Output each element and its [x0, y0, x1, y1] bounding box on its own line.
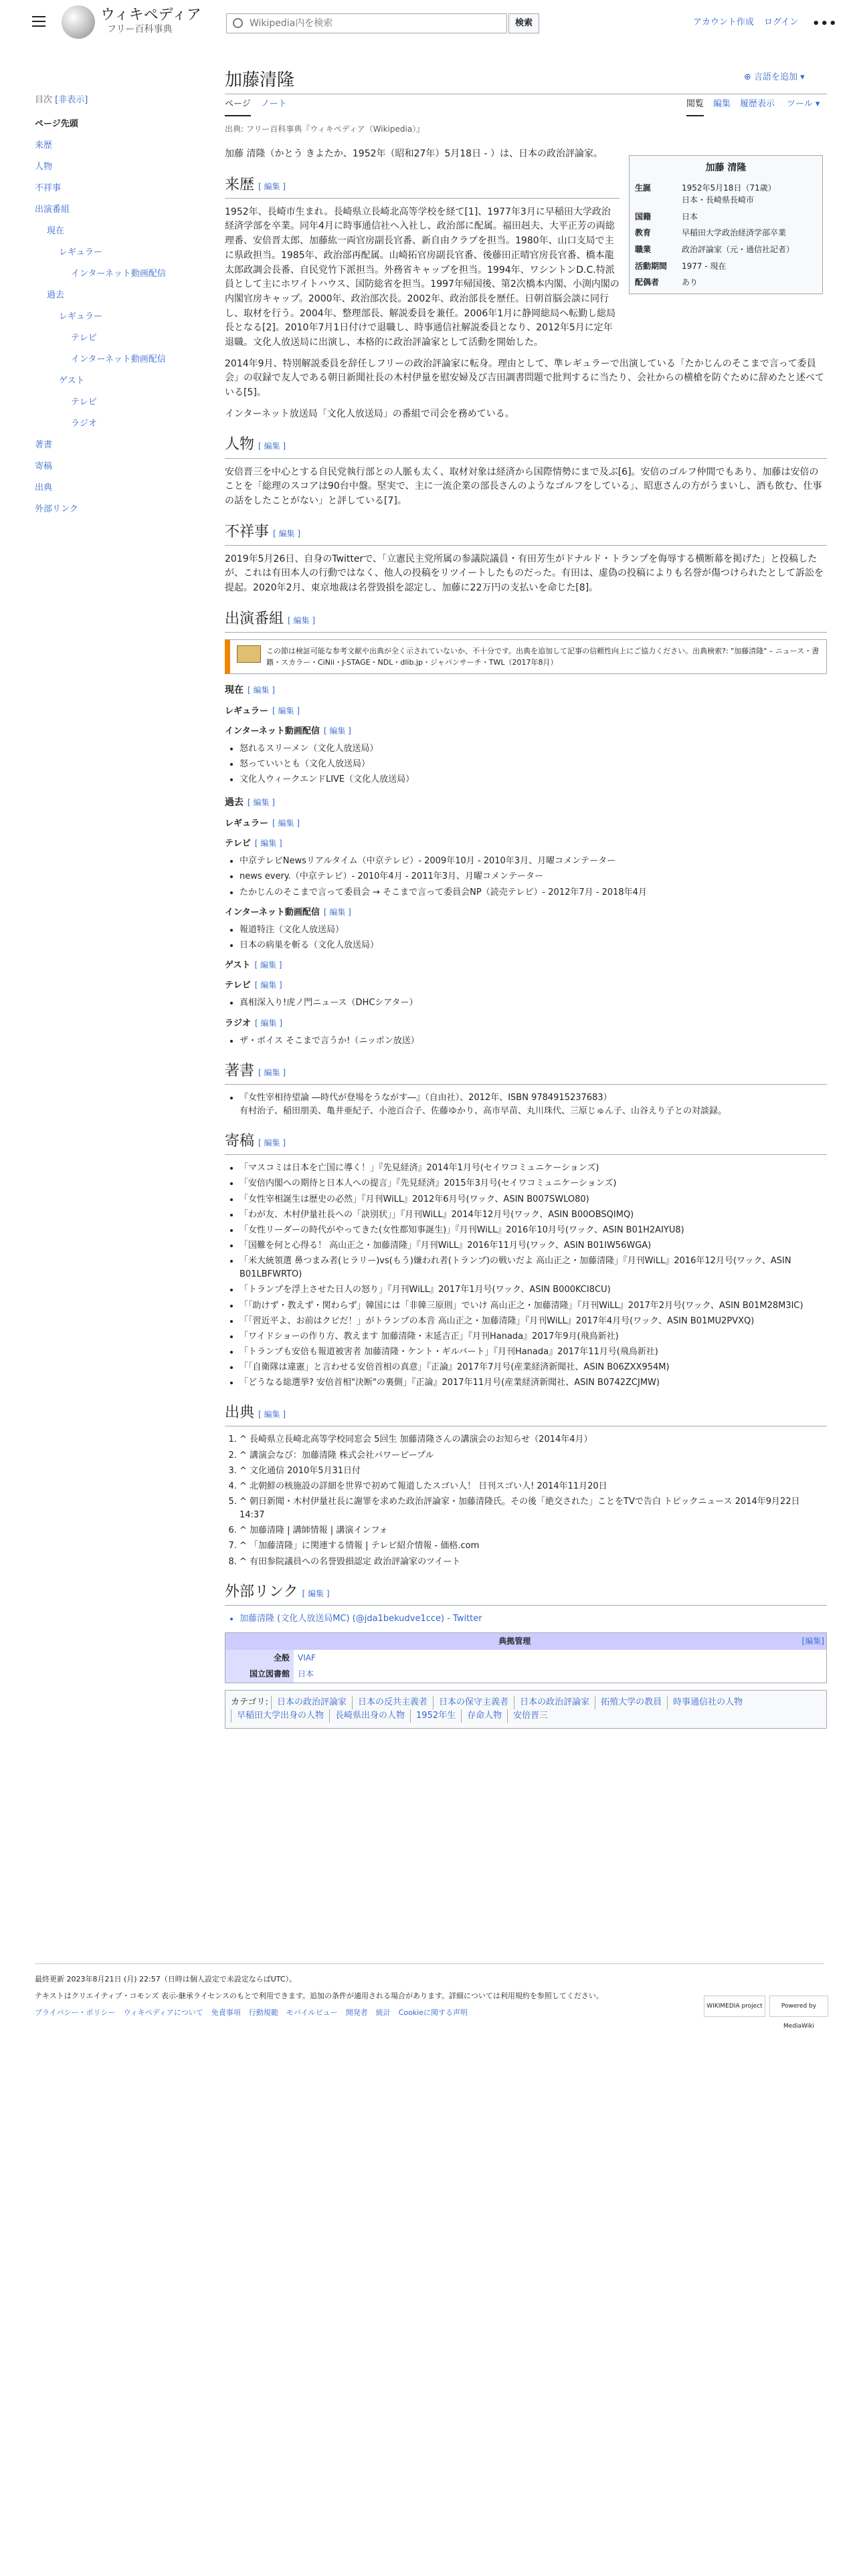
- footer-link[interactable]: 開発者: [345, 2008, 368, 2018]
- authority-heading: 典拠管理 [編集]: [225, 1633, 826, 1650]
- list-item[interactable]: • 加藤清隆 (文化人放送局MC) (@jda1bekudve1cce) - Twitter: [240, 1612, 827, 1626]
- infobox-label: 教育: [635, 228, 652, 238]
- toc-item[interactable]: 出演番組: [35, 205, 70, 215]
- edit-section-link[interactable]: [ 編集 ]: [258, 1138, 286, 1148]
- category-link[interactable]: 日本の政治評論家: [271, 1696, 352, 1709]
- category-link[interactable]: 存命人物: [461, 1709, 507, 1723]
- external-links-list: [225, 1612, 827, 1626]
- license-text: テキストはクリエイティブ・コモンズ 表示-継承ライセンスのもとで利用できます。追加の条件が適用される場合があります。詳細については利用規約を参照してください。: [35, 1992, 603, 2001]
- toc-item[interactable]: ラジオ: [71, 419, 98, 429]
- list-item: • 「どうなる総選挙? 安倍首相"決断"の裏側」『正論』2017年11月号(産業経済新聞社、ASIN B0742ZCJMW): [240, 1376, 827, 1390]
- infobox-label: 職業: [635, 245, 652, 255]
- footer-link[interactable]: 統計: [375, 2008, 391, 2018]
- book-icon: [237, 645, 261, 663]
- site-name[interactable]: ウィキペディア: [100, 7, 201, 23]
- infobox-value: 早稲田大学政治経済学部卒業: [682, 228, 787, 238]
- subheading-current: 現在 [ 編集 ]: [225, 684, 275, 695]
- toc-item[interactable]: 来歴: [35, 140, 53, 151]
- list-item: • 日本の病巣を斬る（文化人放送局）: [240, 939, 827, 952]
- menu-icon[interactable]: [32, 16, 45, 27]
- edit-section-link[interactable]: [ 編集 ]: [254, 980, 282, 990]
- tab-read[interactable]: 閲覧: [686, 98, 704, 116]
- toc-item[interactable]: インターネット動画配信: [71, 269, 166, 280]
- list-item: • 「トランプも安倍も報道被害者 加藤清隆・ケント・ギルバート」『月刊Hanada』2017年11月号(飛鳥新社): [240, 1346, 827, 1359]
- authority-row: [225, 1650, 826, 1667]
- list-item[interactable]: • ザ・ボイス そこまで言うか!（ニッポン放送）: [240, 1035, 827, 1048]
- section-heading-links: 外部リンク [ 編集 ]: [225, 1581, 827, 1606]
- subheading-past-regular: レギュラー [ 編集 ]: [225, 818, 300, 829]
- table-of-contents: [35, 94, 195, 520]
- reference-item[interactable]: 8. ^ 有田参院議員への名誉毀損認定 政治評論家のツイート: [240, 1555, 827, 1569]
- infobox-value: あり: [682, 278, 698, 288]
- section-heading-career: 来歴 [ 編集 ]: [225, 174, 619, 199]
- edit-section-link[interactable]: [ 編集 ]: [272, 818, 300, 828]
- footer-link[interactable]: 行動規範: [248, 2008, 278, 2018]
- career-paragraph: 2014年9月、特別解説委員を辞任しフリーの政治評論家に転身。理由として、準レギュラーで出演している「たかじんのそこまで言って委員会」の収録で友人である朝日新聞社長の木村伊量を慰安婦及び吉田調書問題で批判するに当たり、会社からの横槍を防ぐために辞めたと述べている[5]。: [225, 358, 824, 399]
- guest-tv-list: [225, 996, 827, 1010]
- tab-history[interactable]: 履歴表示: [740, 99, 775, 109]
- subheading-guest: ゲスト [ 編集 ]: [225, 960, 282, 971]
- reference-item[interactable]: 5. ^ 朝日新聞・木村伊量社長に謝罪を求めた政治評論家・加藤清隆氏。その後「絶交された」ことをTVで告白 トピックニュース 2014年9月22日 14:37: [240, 1495, 827, 1522]
- current-inet-list: [225, 742, 827, 786]
- authority-toggle[interactable]: [編集]: [801, 1636, 824, 1646]
- section-heading-scandal: 不祥事 [ 編集 ]: [225, 521, 827, 546]
- infobox-label: 配偶者: [635, 278, 660, 288]
- category-link[interactable]: 日本の反共主義者: [352, 1696, 433, 1709]
- toc-item[interactable]: レギュラー: [59, 247, 103, 258]
- section-heading-contrib: 寄稿 [ 編集 ]: [225, 1130, 827, 1155]
- reference-item[interactable]: 7. ^ 「加藤清隆」に関連する情報 | テレビ紹介情報 - 価格.com: [240, 1539, 827, 1553]
- edit-section-link[interactable]: [ 編集 ]: [248, 685, 275, 695]
- lead-paragraph: 加藤 清隆（かとう きよたか、1952年（昭和27年）5月18日 - ）は、日本の政治評論家。: [225, 148, 603, 159]
- sources-needed-notice: この節は検証可能な参考文献や出典が全く示されていないか、不十分です。出典を追加して記事の信頼性向上にご協力ください。出典検索?: "加藤清隆" – ニュース・書籍・スカラー・CiNii・J-STAGE・NDL・dlib.jp・ジャパンサーチ・TWL（2017年8月）: [225, 639, 827, 674]
- toc-item[interactable]: 外部リンク: [35, 504, 78, 515]
- category-link[interactable]: 長崎県出身の人物: [329, 1709, 410, 1723]
- infobox-title: 加藤 清隆: [705, 163, 747, 173]
- subheading-past: 過去 [ 編集 ]: [225, 797, 275, 809]
- category-link[interactable]: 日本の政治評論家: [514, 1696, 595, 1709]
- references-list: [225, 1433, 827, 1568]
- search-button[interactable]: 検索: [508, 13, 539, 33]
- list-item: • 「「自衛隊は違憲」と言わせる安倍首相の真意」『正論』2017年7月号(産業経済新聞社、ASIN B06ZXX954M): [240, 1361, 827, 1374]
- scandal-paragraph: 2019年5月26日、自身のTwitterで、「立憲民主党所属の参議院議員・有田芳生がドナルド・トランプを侮辱する横断幕を掲げた」と投稿したが、これは有田本人の行動ではなく、他人の投稿をリツイートしたものだった。有田は、虚偽の投稿によりも名誉が傷つけられたとして訴訟を提起。2020年2月、東京地裁は名誉毀損を認定し、加藤に22万円の支払いを命じた[8]。: [225, 553, 824, 594]
- toc-item[interactable]: 人物: [35, 162, 53, 173]
- career-paragraph: インターネット放送局「文化人放送局」の番組で司会を務めている。: [225, 408, 514, 419]
- list-item: • 報道特注（文化人放送局）: [240, 924, 827, 937]
- site-header: [0, 0, 859, 47]
- past-inet-list: [225, 924, 827, 952]
- mediawiki-badge[interactable]: Powered by MediaWiki: [769, 1996, 828, 2017]
- authority-link[interactable]: VIAF: [298, 1652, 316, 1662]
- authority-link[interactable]: 日本: [298, 1669, 314, 1679]
- category-link[interactable]: 安倍晋三: [507, 1709, 553, 1723]
- tab-page[interactable]: ページ: [225, 98, 251, 116]
- toc-item[interactable]: 寄稿: [35, 461, 53, 472]
- infobox-value: 1977 - 現在: [682, 261, 727, 271]
- toc-item[interactable]: 不祥事: [35, 183, 62, 194]
- edit-section-link[interactable]: [ 編集 ]: [255, 1018, 283, 1028]
- category-link[interactable]: 日本の保守主義者: [433, 1696, 514, 1709]
- page-title: 加藤清隆: [225, 70, 295, 90]
- section-heading-person: 人物 [ 編集 ]: [225, 433, 827, 458]
- authority-label: 全般: [225, 1650, 294, 1667]
- subheading-guest-tv: テレビ [ 編集 ]: [225, 980, 282, 991]
- list-item[interactable]: • 怒れるスリーメン（文化人放送局）: [240, 742, 827, 756]
- guest-radio-list: [225, 1035, 827, 1048]
- toc-item[interactable]: テレビ: [71, 333, 97, 344]
- category-link[interactable]: 時事通信社の人物: [667, 1696, 748, 1709]
- toc-item[interactable]: 出典: [35, 483, 53, 494]
- list-item: • 「ワイドショーの作り方、教えます 加藤清隆・末延吉正」『月刊Hanada』2017年9月(飛鳥新社): [240, 1330, 827, 1344]
- list-item: • 「女性宰相誕生は歴史の必然」『月刊WiLL』2012年6月号(ワック、ASIN B007SWLO80): [240, 1193, 827, 1206]
- toc-item[interactable]: レギュラー: [59, 312, 103, 322]
- infobox-label: 生誕: [635, 183, 652, 193]
- authority-label: 国立図書館: [225, 1666, 294, 1683]
- edit-section-link[interactable]: [ 編集 ]: [254, 960, 282, 970]
- reference-item[interactable]: 1. ^ 長崎県立長崎北高等学校同窓会 5回生 加藤清隆さんの講演会のお知らせ（2014年4月）: [240, 1433, 827, 1446]
- list-item[interactable]: • 文化人ウィークエンドLIVE（文化人放送局）: [240, 773, 827, 786]
- toc-heading: 目次 [非表示]: [35, 95, 88, 105]
- toc-hide-link[interactable]: [非表示]: [55, 95, 88, 105]
- reference-item[interactable]: 4. ^ 北朝鮮の核施設の詳細を世界で初めて報道したスゴい人！ 日刊スゴい人! 2014年11月20日: [240, 1480, 827, 1493]
- past-tv-list: [225, 855, 827, 899]
- edit-section-link[interactable]: [ 編集 ]: [258, 441, 286, 451]
- contrib-list: [225, 1162, 827, 1390]
- edit-section-link[interactable]: [ 編集 ]: [272, 706, 300, 716]
- edit-section-link[interactable]: [ 編集 ]: [323, 726, 351, 736]
- categories-box: [225, 1690, 827, 1729]
- section-heading-programs: 出演番組 [ 編集 ]: [225, 608, 827, 633]
- list-item: • 「国難を何と心得る！ 高山正之・加藤清隆」『月刊WiLL』2016年11月号(ワック、ASIN B01IW56WGA): [240, 1239, 827, 1253]
- article-body: [225, 147, 827, 1729]
- categories-label[interactable]: カテゴリ:: [231, 1697, 268, 1707]
- infobox-value: 日本: [682, 211, 698, 221]
- infobox-label: 国籍: [635, 211, 652, 221]
- subheading-past-tv: テレビ [ 編集 ]: [225, 839, 282, 849]
- tab-talk[interactable]: ノート: [261, 99, 287, 109]
- authority-row: [225, 1666, 826, 1683]
- subheading-past-inet: インターネット動画配信 [ 編集 ]: [225, 907, 351, 918]
- list-item: • 「トランプを浮上させた日人の怒り」『月刊WiLL』2017年1月号(ワック、ASIN B000KCI8CU): [240, 1283, 827, 1297]
- edit-section-link[interactable]: [ 編集 ]: [248, 798, 275, 808]
- authority-control: [225, 1632, 827, 1683]
- list-item[interactable]: • 中京テレビNewsリアルタイム（中京テレビ）- 2009年10月 - 2010年3月、月曜コメンテーター: [240, 855, 827, 868]
- person-paragraph: 安倍晋三を中心とする自民党執行部との人脈も太く、取材対象は経済から国際情勢にまで及ぶ[6]。安倍のゴルフ仲間でもあり、加藤は安倍のことを「総理のスコアは90台中盤。堅実で、主に一流企業の部長さんのようなゴルフをしている」、昭恵さんの方がうまいし、酒も飲む、仕事の話をしたことがない」と評している[7]。: [225, 466, 822, 506]
- list-item: • 『女性宰相待望論 ―時代が登場をうながす―』（自由社）、2012年、ISBN 9784915237683） 有村治子、稲田朋美、亀井亜紀子、小池百合子、佐藤ゆかり、高市早苗、丸川珠代、三原じゅん子、山谷えり子との対談録。: [240, 1091, 827, 1118]
- tab-edit[interactable]: 編集: [713, 99, 731, 109]
- footer-link[interactable]: ウィキペディアについて: [123, 2008, 203, 2018]
- site-subtitle: フリー百科事典: [107, 24, 173, 35]
- toc-item[interactable]: テレビ: [71, 397, 97, 408]
- more-icon[interactable]: •••: [812, 17, 838, 31]
- toc-item[interactable]: 現在: [47, 226, 65, 237]
- wikipedia-logo-icon[interactable]: [62, 5, 95, 39]
- footer-link[interactable]: モバイルビュー: [286, 2008, 338, 2018]
- edit-section-link[interactable]: [ 編集 ]: [258, 1067, 286, 1077]
- search-input[interactable]: Wikipedia内を検索: [226, 13, 507, 33]
- career-paragraph: 1952年、長崎市生まれ。長崎県立長崎北高等学校を経て[1]、1977年3月に早稲田大学政治経済学部を卒業。同年4月に時事通信社へ入社し、政治部に配属。福田赳夫、大平正芳の両総理番、安倍晋太郎、加藤紘一両官房副長官番、新自由クラブを担当。1980年、山口支局で主に県政担当。1985年、政治部再配属。山崎拓官房副長官番、後藤田正晴官房長官番、橋本龍太郎政調会長番、自民党竹下派担当。外務省キャップを担当。1994年、ワシントンD.C.特派員として主にホワイトハウス、国防総省を担当。1997年帰国後、第2次橋本内閣、小渕内閣の内閣官房キャップ。2000年、政治部次長。2002年、政治部長を歴任。日朝首脳会談に同行し、取材を行う。2004年、整理部長、解説委員を兼任。2006年1月に静岡総局へ転勤し総局長となる[2]。2010年7月1日付けで退職し、時事通信社解説委員となり、2012年5月に定年退職。文化人放送局に出演し、本格的に政治評論家として活動を開始した。: [225, 206, 619, 348]
- list-item: • 「米大統領選 鼻つまみ者(ヒラリー)vs(もう)嫌われ者(トランプ)の戦いだよ 高山正之・加藤清隆」『月刊WiLL』2016年12月号(ワック、ASIN B01LBFWRTO): [240, 1255, 827, 1281]
- list-item: • 「「助けず・教えず・関わらず」韓国には「非韓三原則」でいけ 高山正之・加藤清隆」『月刊WiLL』2017年2月号(ワック、ASIN B01M28M3IC): [240, 1299, 827, 1313]
- edit-section-link[interactable]: [ 編集 ]: [302, 1588, 330, 1598]
- tab-tools[interactable]: ツール ▾: [787, 99, 820, 109]
- list-item: • 「女性リーダーの時代がやってきた(女性都知事誕生)」『月刊WiLL』2016年10月号(ワック、ASIN B01H2AIYU8): [240, 1224, 827, 1237]
- section-heading-books: 著書 [ 編集 ]: [225, 1060, 827, 1085]
- create-account-link[interactable]: アカウント作成: [693, 17, 754, 27]
- section-heading-sources: 出典 [ 編集 ]: [225, 1402, 827, 1426]
- subheading-inet: インターネット動画配信 [ 編集 ]: [225, 726, 351, 736]
- toc-item[interactable]: 過去: [47, 290, 65, 301]
- reference-item[interactable]: 2. ^ 講演会なび：加藤清隆 株式会社パワーピープル: [240, 1449, 827, 1463]
- edit-section-link[interactable]: [ 編集 ]: [288, 615, 316, 625]
- edit-section-link[interactable]: [ 編集 ]: [258, 181, 286, 191]
- subheading-regular: レギュラー [ 編集 ]: [225, 706, 300, 716]
- edit-section-link[interactable]: [ 編集 ]: [254, 839, 282, 849]
- toc-item[interactable]: インターネット動画配信: [71, 354, 166, 365]
- reference-item[interactable]: 6. ^ 加藤清隆 | 講師情報 | 講演インフォ: [240, 1524, 827, 1537]
- wikimedia-badge[interactable]: WIKIMEDIA project: [704, 1996, 765, 2017]
- infobox-label: 活動期間: [635, 261, 668, 271]
- toc-item[interactable]: 著書: [35, 440, 53, 451]
- reference-item[interactable]: 3. ^ 文化通信 2010年5月31日付: [240, 1465, 827, 1478]
- list-item: • 「わが友、木村伊量社長への「訣別状」」『月刊WiLL』2014年12月号(ワック、ASIN B00OBSQIMQ): [240, 1208, 827, 1222]
- login-link[interactable]: ログイン: [764, 17, 799, 27]
- footer-link[interactable]: プライバシー・ポリシー: [35, 2008, 116, 2018]
- category-link[interactable]: 早稲田大学出身の人物: [231, 1709, 329, 1723]
- last-edited: 最終更新 2023年8月21日 (月) 22:57（日時は個人設定で未設定ならばUTC）。: [35, 1975, 297, 1983]
- books-list: [225, 1091, 827, 1118]
- edit-section-link[interactable]: [ 編集 ]: [323, 907, 351, 917]
- list-item: • 「「習近平よ、お前はクビだ！」がトランプの本音 高山正之・加藤清隆」『月刊WiLL』2017年4月号(ワック、ASIN B01MU2PVXQ): [240, 1315, 827, 1328]
- list-item[interactable]: • たかじんのそこまで言って委員会 → そこまで言って委員会NP（読売テレビ）- 2012年7月 - 2018年4月: [240, 886, 827, 899]
- authority-table: [225, 1650, 826, 1683]
- subheading-guest-radio: ラジオ [ 編集 ]: [225, 1018, 283, 1029]
- list-item[interactable]: • 怒っていいとも（文化人放送局）: [240, 758, 827, 771]
- list-item[interactable]: • news every.（中京テレビ）- 2010年4月 - 2011年3月、月曜コメンテーター: [240, 870, 827, 883]
- footer-link[interactable]: 免責事項: [211, 2008, 241, 2018]
- category-link[interactable]: 1952年生: [410, 1709, 461, 1723]
- list-item[interactable]: • 真相深入り!虎ノ門ニュース（DHCシアター）: [240, 996, 827, 1010]
- edit-section-link[interactable]: [ 編集 ]: [273, 528, 301, 538]
- toc-item[interactable]: ページ先頭: [35, 119, 78, 130]
- search-icon: [233, 18, 243, 28]
- list-item: • 「安倍内閣への期待と日本人への提言」『先見経済』2015年3月号(セイワコミュニケーションズ): [240, 1177, 827, 1190]
- add-language-button[interactable]: ⊕ 言語を追加 ▾: [744, 72, 805, 82]
- footer-link[interactable]: Cookieに関する声明: [398, 2008, 468, 2018]
- list-item: • 「マスコミは日本を亡国に導く！」『先見経済』2014年1月号(セイワコミュニケーションズ): [240, 1162, 827, 1175]
- toc-item[interactable]: ゲスト: [59, 376, 85, 387]
- page-source-note: 出典: フリー百科事典『ウィキペディア（Wikipedia）』: [225, 124, 425, 134]
- edit-section-link[interactable]: [ 編集 ]: [258, 1410, 286, 1420]
- infobox-value: 政治評論家（元・通信社記者）: [682, 245, 795, 255]
- category-link[interactable]: 拓殖大学の教員: [595, 1696, 667, 1709]
- infobox-value: 1952年5月18日（71歳） 日本・長崎県長崎市: [682, 183, 776, 205]
